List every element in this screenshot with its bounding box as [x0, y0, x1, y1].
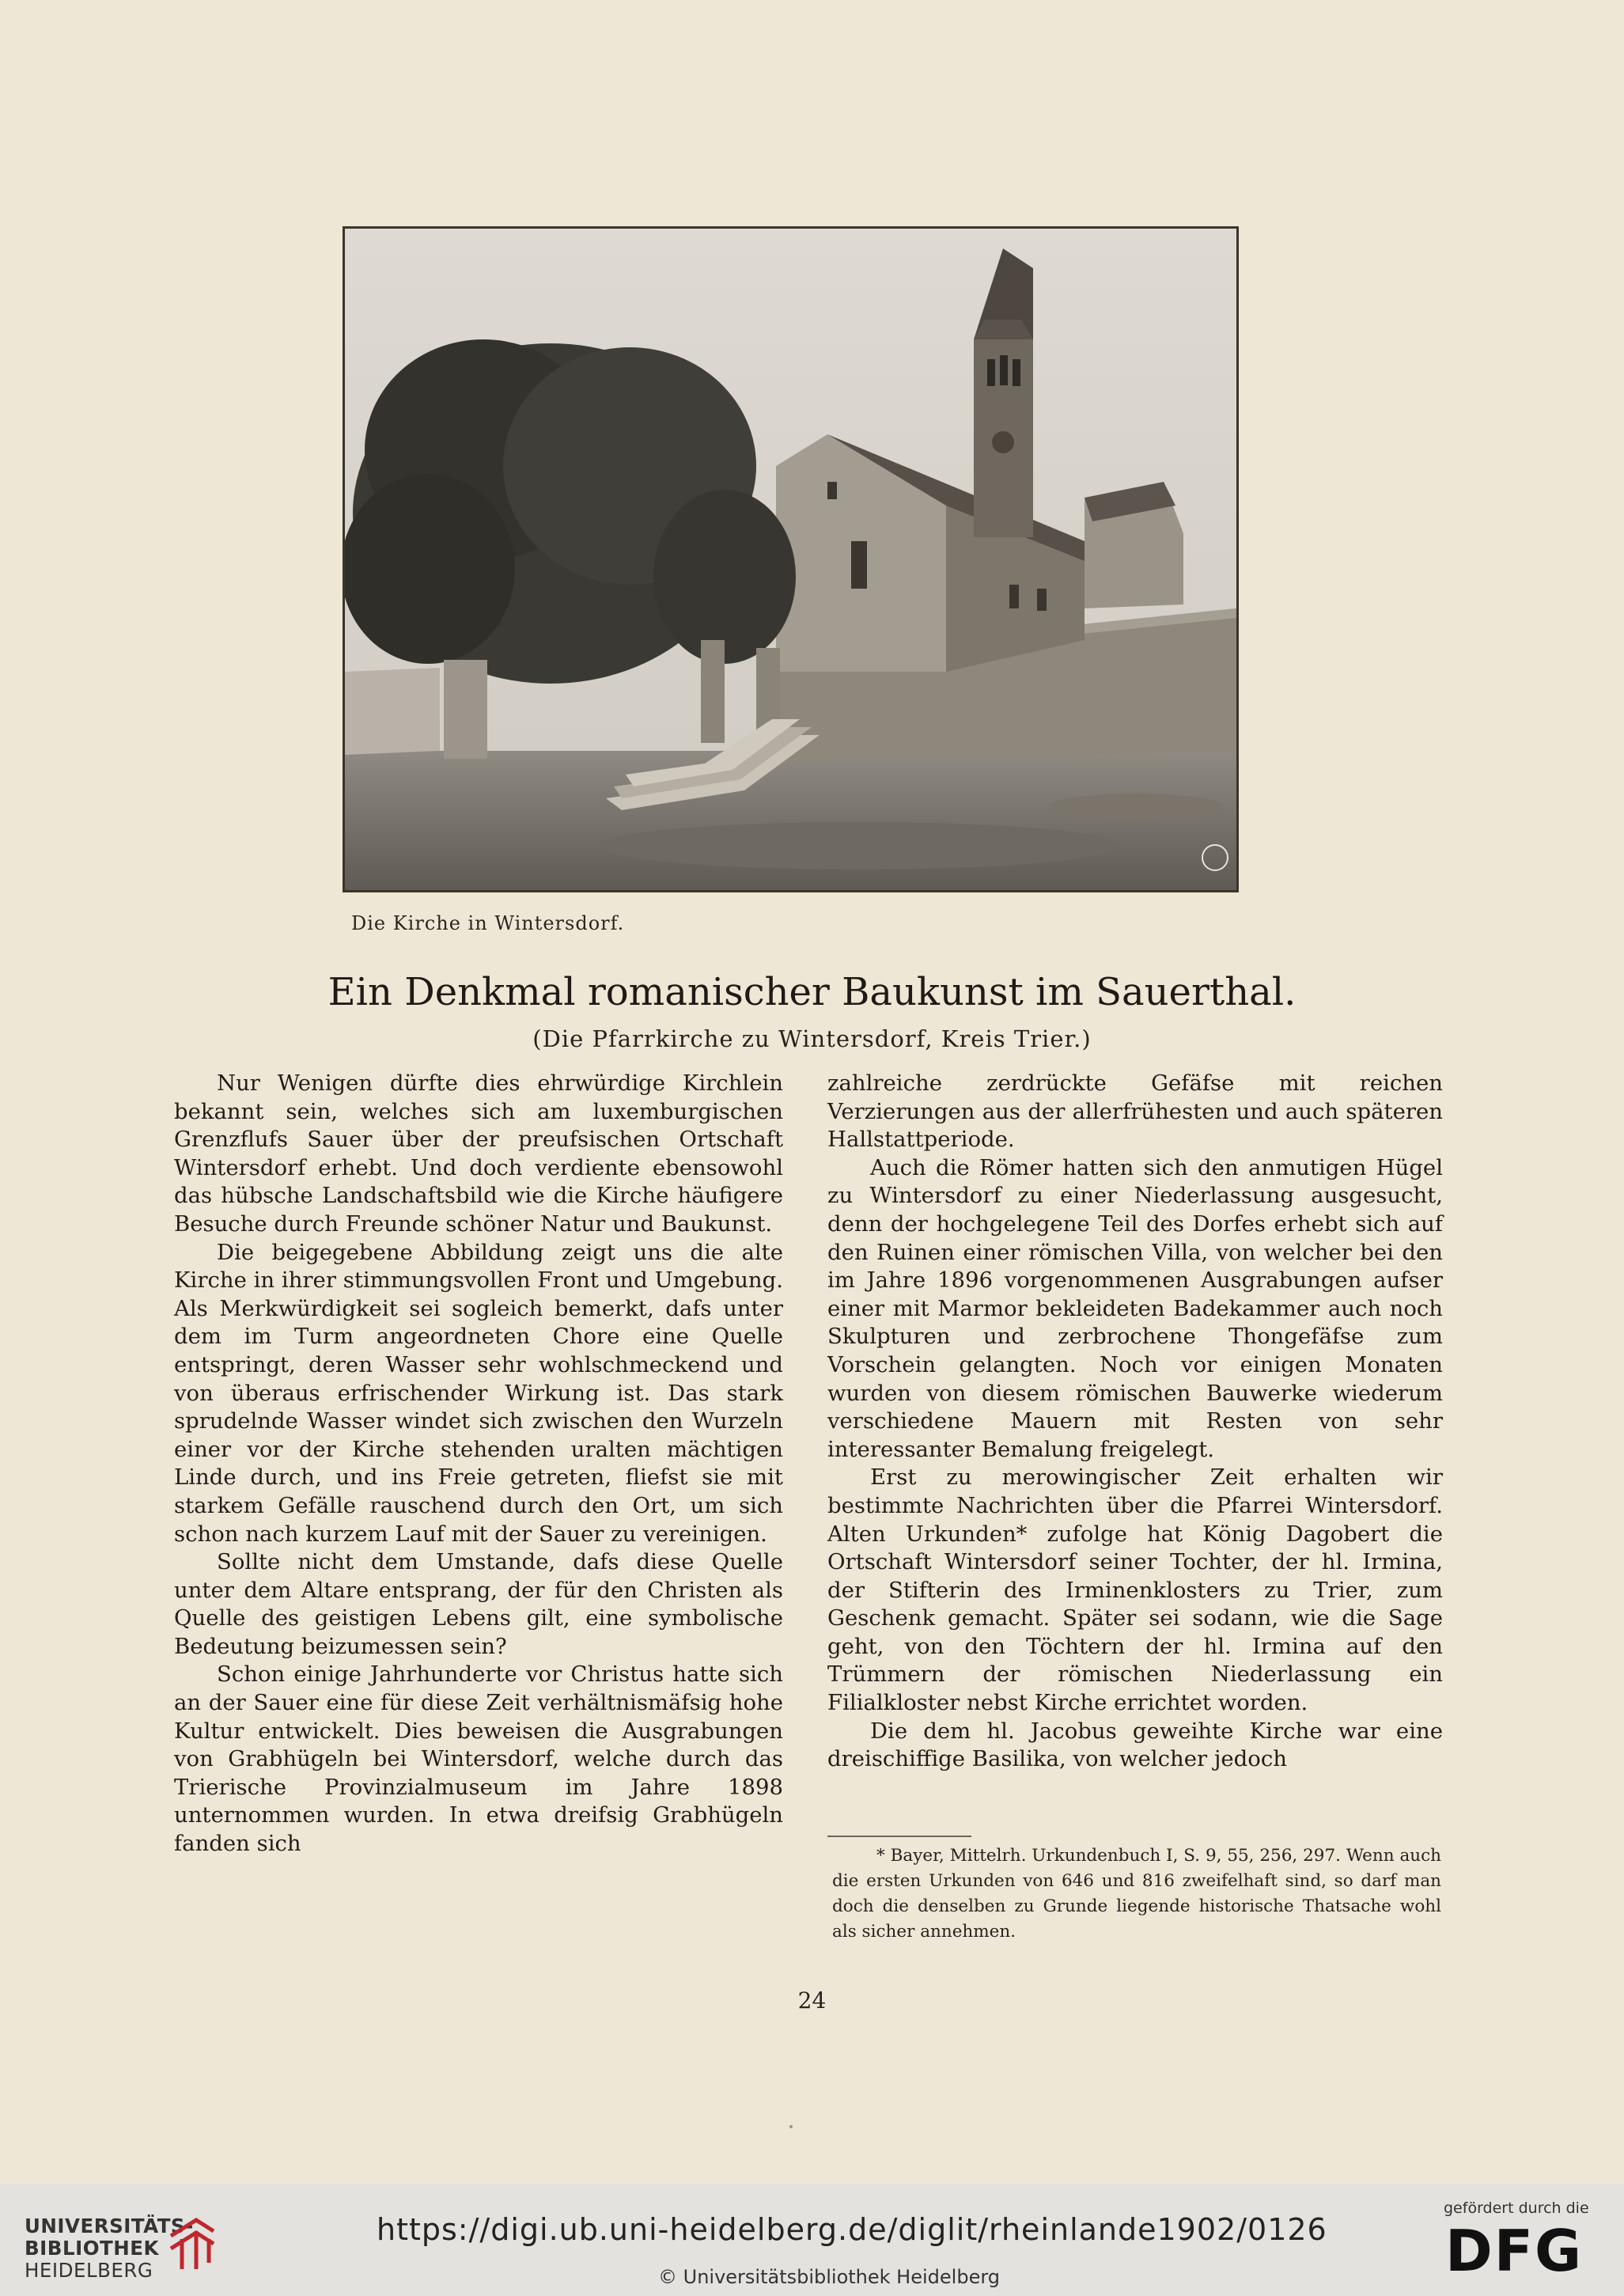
church-photo-illustration	[345, 229, 1236, 890]
footnote-divider	[827, 1836, 971, 1837]
church-photograph	[343, 226, 1239, 892]
paragraph: Die beigegebene Abbildung zeigt uns die alte Kirche in ihrer stimmungsvollen Front und Umgebung. Als Merkwürdigkeit sei sogleich bemerkt, dafs unter dem im Turm angeordneten Chore eine Quelle entspringt, deren Wasser sehr wohlschmeckend und von überaus erfrischender Wirkung ist. Das stark sprudelnde Wasser windet sich zwischen den Wurzeln einer vor der Kirche stehenden uralten mächtigen Linde durch, und ins Freie getreten, fliefst sie mit starkem Gefälle rauschend durch den Ort, um sich schon nach kurzem Lauf mit der Sauer zu vereinigen.	[174, 1239, 783, 1547]
funder-label: gefördert durch die	[1444, 2199, 1589, 2217]
paragraph: Die dem hl. Jacobus geweihte Kirche war eine dreischiffige Basilika, von welcher jedoch	[827, 1718, 1443, 1772]
paragraph: Sollte nicht dem Umstande, dafs diese Quelle unter dem Altare entsprang, der für den Christen als Quelle des geistigen Lebens gilt, eine symbolische Bedeutung beizumessen sein?	[174, 1549, 783, 1659]
library-name-line2: BIBLIOTHEK	[25, 2237, 159, 2260]
library-name-line1: UNIVERSITÄTS-	[25, 2215, 194, 2237]
paragraph: Schon einige Jahrhunderte vor Christus hatte sich an der Sauer eine für diese Zeit verhältnismäfsig hohe Kultur entwickelt. Dies beweisen die Ausgrabungen von Grabhügeln bei Wintersdorf, welche durch das Trierische Provinzialmuseum im Jahre 1898 unternommen wurden. In etwa dreifsig Grabhügeln fanden sich	[174, 1661, 783, 1857]
scan-speck	[789, 2125, 793, 2128]
article-title: Ein Denkmal romanischer Baukunst im Sauerthal.	[327, 970, 1297, 1014]
figure-caption: Die Kirche in Wintersdorf.	[351, 912, 625, 934]
library-footer	[0, 2184, 1624, 2296]
ub-heidelberg-logo-icon[interactable]	[165, 2212, 221, 2272]
paragraph: Auch die Römer hatten sich den anmutigen Hügel zu Wintersdorf zu einer Niederlassung ausgesucht, denn der hochgelegene Teil des Dorfes erhebt sich auf den Ruinen einer römischen Villa, von welcher bei den im Jahre 1896 vorgenommenen Ausgrabungen aufser einer mit Marmor bekleideten Badekammer auch noch Skulpturen und zerbrochene Thongefäfse zum Vorschein gelangten. Noch vor einigen Monaten wurden von diesem römischen Bauwerke wiederum verschiedene Mauern mit Resten von sehr interessanter Bemalung freigelegt.	[827, 1154, 1443, 1462]
right-text-column	[827, 1070, 1443, 1774]
dfg-logo-icon[interactable]	[1445, 2223, 1600, 2275]
copyright-notice: © Universitätsbibliothek Heidelberg	[658, 2266, 1001, 2288]
article-subtitle: (Die Pfarrkirche zu Wintersdorf, Kreis Trier.)	[532, 1025, 1092, 1052]
paragraph: Erst zu merowingischer Zeit erhalten wir bestimmte Nachrichten über die Pfarrei Wintersdorf. Alten Urkunden* zufolge hat König Dagobert die Ortschaft Wintersdorf seiner Tochter, der hl. Irmina, der Stifterin des Irminenklosters zu Trier, zum Geschenk gemacht. Später sei sodann, wie die Sage geht, von den Töchtern der hl. Irmina auf den Trümmern der römischen Niederlassung ein Filialkloster nebst Kirche errichtet worden.	[827, 1464, 1443, 1716]
dfg-logo-text: DFG	[1445, 2223, 1584, 2275]
footnote	[832, 1843, 1441, 1945]
document-url-link[interactable]: https://digi.ub.uni-heidelberg.de/diglit/rheinlande1902/0126	[377, 2212, 1327, 2247]
page-number: 24	[797, 1987, 827, 2014]
left-text-column	[174, 1070, 783, 1858]
paragraph: zahlreiche zerdrückte Gefäfse mit reichen Verzierungen aus der allerfrühesten und auch späteren Hallstattperiode.	[827, 1070, 1443, 1153]
library-name-line3: HEIDELBERG	[25, 2259, 153, 2282]
footnote-text: * Bayer, Mittelrh. Urkundenbuch I, S. 9, 55, 256, 297. Wenn auch die ersten Urkunden von 646 und 816 zweifelhaft sind, so darf man doch die denselben zu Grunde liegende historische Thatsache wohl als sicher annehmen.	[832, 1846, 1441, 1942]
paragraph: Nur Wenigen dürfte dies ehrwürdige Kirchlein bekannt sein, welches sich am luxemburgischen Grenzflufs Sauer über der preufsischen Ortschaft Wintersdorf erhebt. Und doch verdiente ebensowohl das hübsche Landschaftsbild wie die Kirche häufigere Besuche durch Freunde schöner Natur und Baukunst.	[174, 1070, 783, 1237]
